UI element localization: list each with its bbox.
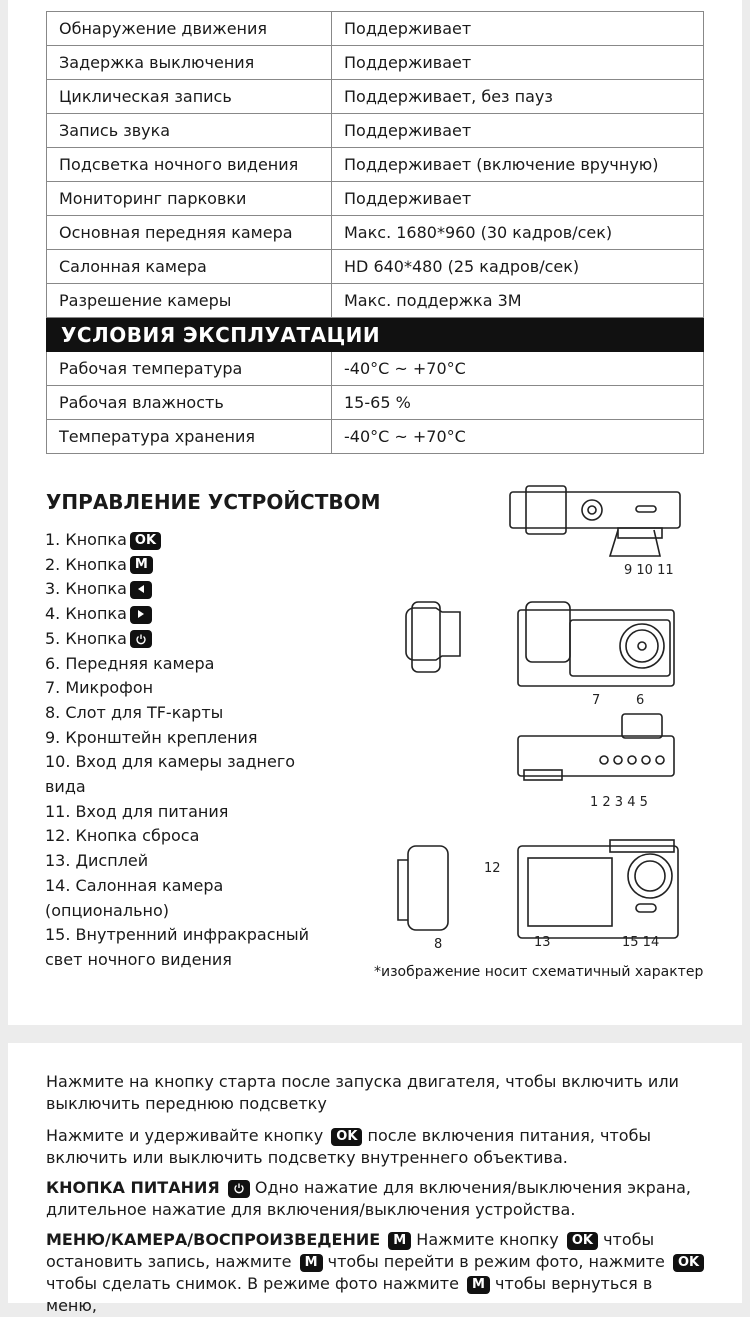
power-icon [130, 630, 152, 648]
diagram-label-top: 9 10 11 [624, 563, 674, 578]
spec-value: -40°C ~ +70°C [332, 352, 704, 386]
control-item-label: 8. Слот для TF-карты [45, 702, 224, 722]
controls-title: УПРАВЛЕНИЕ УСТРОЙСТВОМ [46, 490, 381, 514]
control-item [45, 726, 335, 751]
spec-row [47, 352, 704, 386]
spec-key: Салонная камера [47, 250, 332, 284]
instructions-card [8, 1043, 742, 1315]
spec-value: Поддерживает (включение вручную) [332, 148, 704, 182]
spec-key: Рабочая влажность [47, 386, 332, 420]
controls-list [45, 528, 335, 973]
spec-key: Разрешение камеры [47, 284, 332, 318]
spec-key: Задержка выключения [47, 46, 332, 80]
diagram-label-7: 7 [592, 693, 601, 708]
para-menu: МЕНЮ/КАМЕРА/ВОСПРОИЗВЕДЕНИЕ M Нажмите кнопку OK чтобы остановить запись, нажмите M чтобы перейти в режим фото, нажмите OK чтобы сделать снимок. В режиме фото нажмите M чтобы вернуться в меню, [46, 1229, 706, 1317]
spec-row [47, 386, 704, 420]
control-item [45, 849, 335, 874]
spec-key: Обнаружение движения [47, 12, 332, 46]
control-item-label: 1. Кнопка [45, 530, 127, 549]
spec-value: Поддерживает [332, 12, 704, 46]
control-item [45, 824, 335, 849]
control-item [45, 577, 335, 602]
control-item-label: 10. Вход для камеры заднего вида [45, 752, 296, 797]
diagram-label-6: 6 [636, 693, 645, 708]
spec-table [46, 11, 704, 454]
spec-key: Циклическая запись [47, 80, 332, 114]
ok-badge: OK [331, 1128, 362, 1146]
operating-header: УСЛОВИЯ ЭКСПЛУАТАЦИИ [47, 318, 704, 352]
m-badge: M [388, 1232, 411, 1250]
control-item-label: 12. Кнопка сброса [45, 826, 200, 846]
spec-value: 15-65 % [332, 386, 704, 420]
schematic-note: *изображение носит схематичный характер [374, 964, 704, 980]
spec-value: Поддерживает [332, 46, 704, 80]
control-item [45, 676, 335, 701]
control-item-label: 15. Внутренний инфракрасный свет ночного видения [45, 925, 309, 969]
para-front-light: Нажмите на кнопку старта после запуска двигателя, чтобы включить или выключить переднюю подсветку [46, 1072, 679, 1113]
control-item [45, 528, 335, 553]
control-item [45, 652, 335, 677]
spec-row [47, 80, 704, 114]
spec-row [47, 114, 704, 148]
para-inner-light: Нажмите и удерживайте кнопку OK после включения питания, чтобы включить или выключить подсветку внутреннего объектива. [46, 1126, 652, 1167]
spec-row [47, 420, 704, 454]
para-power: КНОПКА ПИТАНИЯ Одно нажатие для включения/выключения экрана, длительное нажатие для включения/выключения устройства. [46, 1178, 691, 1219]
power-icon [233, 1182, 245, 1194]
m-badge-2: M [300, 1254, 323, 1272]
spec-value: Поддерживает [332, 182, 704, 216]
spec-value: Макс. поддержка 3M [332, 284, 704, 318]
spec-key: Запись звука [47, 114, 332, 148]
control-item [45, 602, 335, 627]
diagram-label-8: 8 [434, 937, 443, 950]
control-badge: OK [130, 532, 161, 550]
control-item [45, 750, 335, 799]
spec-value: Макс. 1680*960 (30 кадров/сек) [332, 216, 704, 250]
control-item-label: 3. Кнопка [45, 579, 127, 599]
control-item-label: 6. Передняя камера [45, 653, 215, 673]
control-item-label: 14. Салонная камера (опционально) [45, 875, 224, 920]
spec-key: Температура хранения [47, 420, 332, 454]
ok-badge-3: OK [673, 1254, 704, 1272]
spec-key: Основная передняя камера [47, 216, 332, 250]
spec-row [47, 284, 704, 318]
ok-badge-2: OK [567, 1232, 598, 1250]
spec-row [47, 12, 704, 46]
power-badge [228, 1180, 250, 1198]
control-item [45, 874, 335, 923]
control-item-label: 4. Кнопка [45, 604, 127, 624]
operating-header-row [47, 318, 704, 352]
spec-value: Поддерживает, без пауз [332, 80, 704, 114]
m-badge-3: M [467, 1276, 490, 1294]
control-item [45, 627, 335, 652]
spec-row [47, 148, 704, 182]
spec-row [47, 182, 704, 216]
spec-row [47, 216, 704, 250]
control-item-label: 5. Кнопка [45, 628, 127, 648]
spec-key: Подсветка ночного видения [47, 148, 332, 182]
device-diagram [378, 480, 718, 950]
control-item-label: 7. Микрофон [45, 678, 154, 698]
diagram-label-15-14: 15 14 [622, 935, 660, 950]
spec-value: -40°C ~ +70°C [332, 420, 704, 454]
control-item [45, 701, 335, 726]
diagram-label-buttons: 1 2 3 4 5 [590, 795, 648, 810]
spec-key: Мониторинг парковки [47, 182, 332, 216]
control-item-label: 11. Вход для питания [45, 801, 229, 821]
control-item [45, 553, 335, 578]
control-badge: M [130, 556, 153, 574]
left-triangle-icon [130, 581, 152, 599]
spec-row [47, 250, 704, 284]
spec-row [47, 46, 704, 80]
control-item [45, 800, 335, 825]
diagram-label-12: 12 [484, 861, 501, 876]
diagram-label-13: 13 [534, 935, 551, 950]
control-item [45, 923, 335, 972]
control-item-label: 9. Кронштейн крепления [45, 727, 258, 747]
spec-value: Поддерживает [332, 114, 704, 148]
spec-value: HD 640*480 (25 кадров/сек) [332, 250, 704, 284]
control-item-label: 13. Дисплей [45, 851, 149, 871]
spec-key: Рабочая температура [47, 352, 332, 386]
control-item-label: 2. Кнопка [45, 554, 127, 574]
spec-card [8, 0, 742, 1025]
right-triangle-icon [130, 606, 152, 624]
